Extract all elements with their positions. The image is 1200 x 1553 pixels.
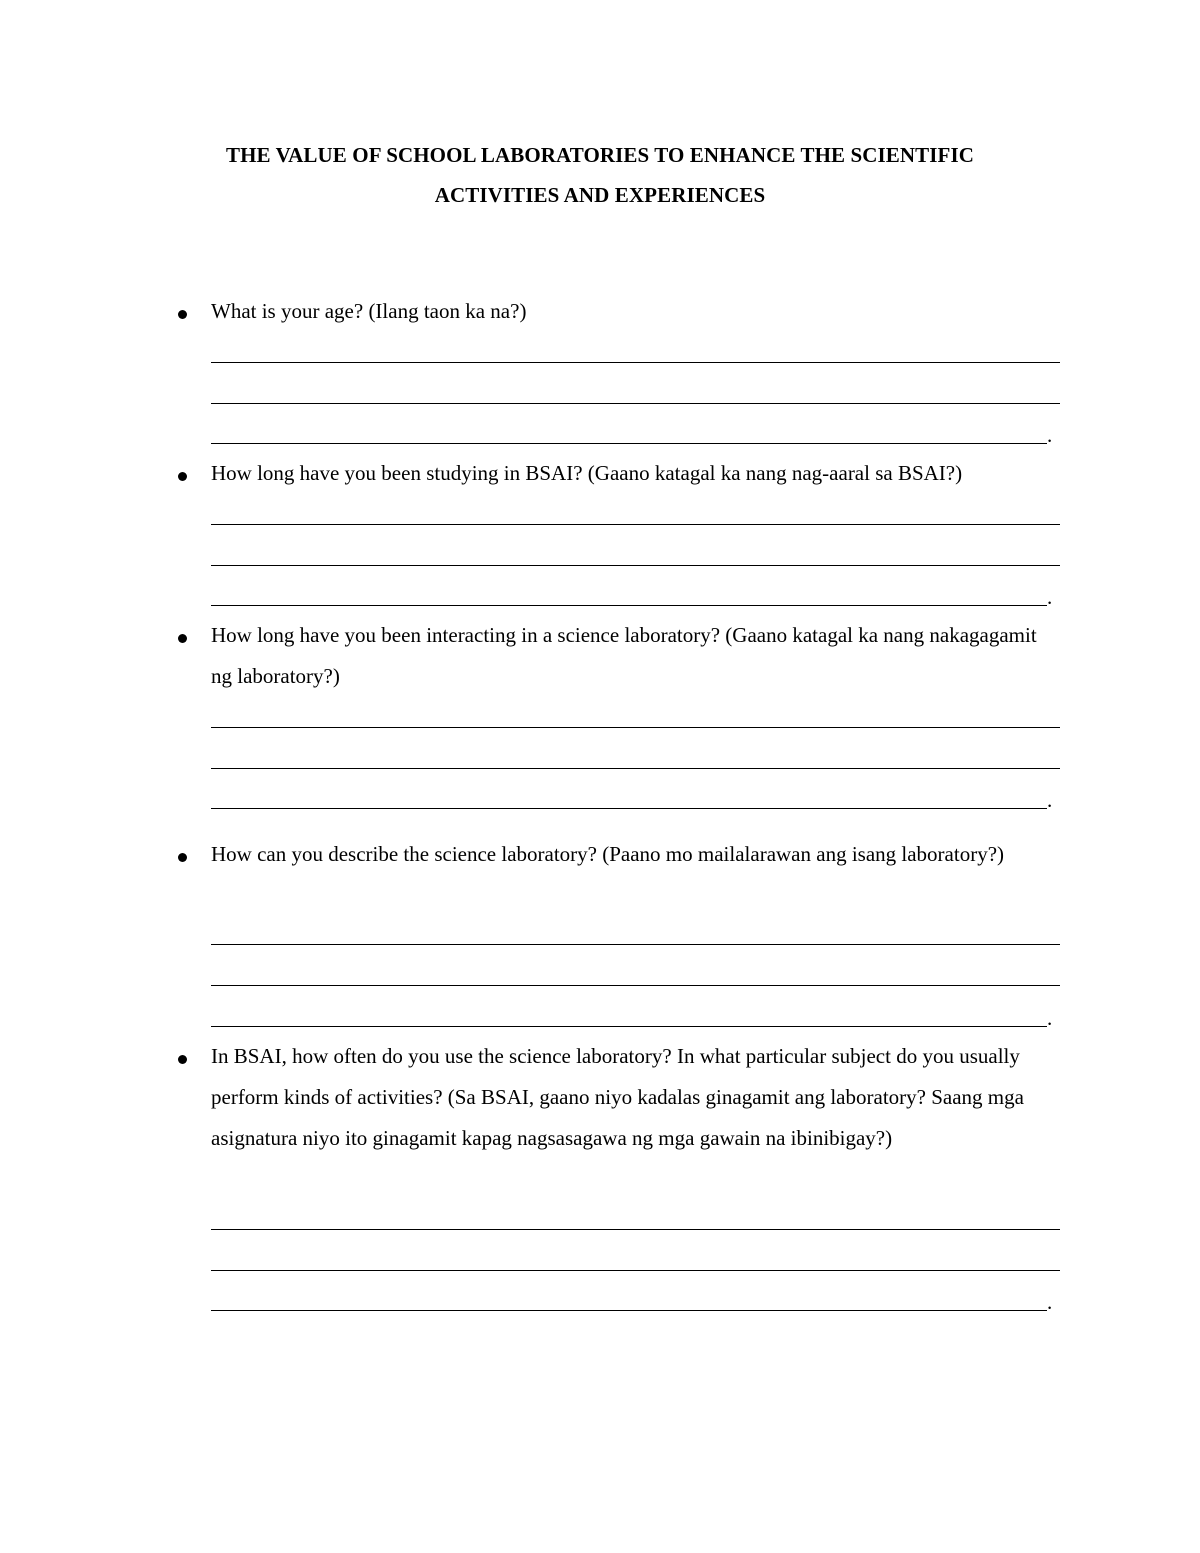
question-1-answer-line-2[interactable] <box>211 403 1060 404</box>
question-1-answer-line-1[interactable] <box>211 362 1060 363</box>
question-3-text: How long have you been interacting in a science laboratory? (Gaano katagal ka nang nakagagamit ng laboratory?) <box>211 623 1037 688</box>
question-4-answer-line-3[interactable] <box>211 1026 1047 1027</box>
document-title-line-2: ACTIVITIES AND EXPERIENCES <box>434 183 766 207</box>
question-4-answer-line-2[interactable] <box>211 985 1060 986</box>
question-3-answer-line-1[interactable] <box>211 727 1060 728</box>
bullet-icon <box>178 853 187 862</box>
question-4-text: How can you describe the science laboratory? (Paano mo mailalarawan ang isang laboratory?) <box>211 842 1005 866</box>
question-2-answer-line-2[interactable] <box>211 565 1060 566</box>
bullet-icon <box>178 634 187 643</box>
question-5-end-mark: . <box>1047 1290 1053 1314</box>
question-4-answer-line-1[interactable] <box>211 944 1060 945</box>
question-3-answer-line-2[interactable] <box>211 768 1060 769</box>
question-5-answer-line-3[interactable] <box>211 1310 1047 1311</box>
question-5-text: In BSAI, how often do you use the science laboratory? In what particular subject do you usually perform kinds of activities? (Sa BSAI, gaano niyo kadalas ginagamit ang laboratory? Saang mga asignatura niyo ito ginagamit kapag nagsasagawa ng mga gawain na ibinibigay?) <box>211 1044 1024 1150</box>
bullet-icon <box>178 310 187 319</box>
question-3-answer-line-3[interactable] <box>211 808 1047 809</box>
question-1-end-mark: . <box>1047 423 1053 447</box>
bullet-icon <box>178 1055 187 1064</box>
question-2-text: How long have you been studying in BSAI? (Gaano katagal ka nang nag-aaral sa BSAI?) <box>211 461 963 485</box>
question-1-text: What is your age? (Ilang taon ka na?) <box>211 299 527 323</box>
question-2-end-mark: . <box>1047 585 1053 609</box>
question-2-answer-line-1[interactable] <box>211 524 1060 525</box>
question-5-answer-line-1[interactable] <box>211 1229 1060 1230</box>
question-2-answer-line-3[interactable] <box>211 605 1047 606</box>
question-5-answer-line-2[interactable] <box>211 1270 1060 1271</box>
question-4-end-mark: . <box>1047 1006 1053 1030</box>
document-title-line-1: THE VALUE OF SCHOOL LABORATORIES TO ENHANCE THE SCIENTIFIC <box>225 143 975 167</box>
question-1-answer-line-3[interactable] <box>211 443 1047 444</box>
question-3-end-mark: . <box>1047 788 1053 812</box>
bullet-icon <box>178 472 187 481</box>
